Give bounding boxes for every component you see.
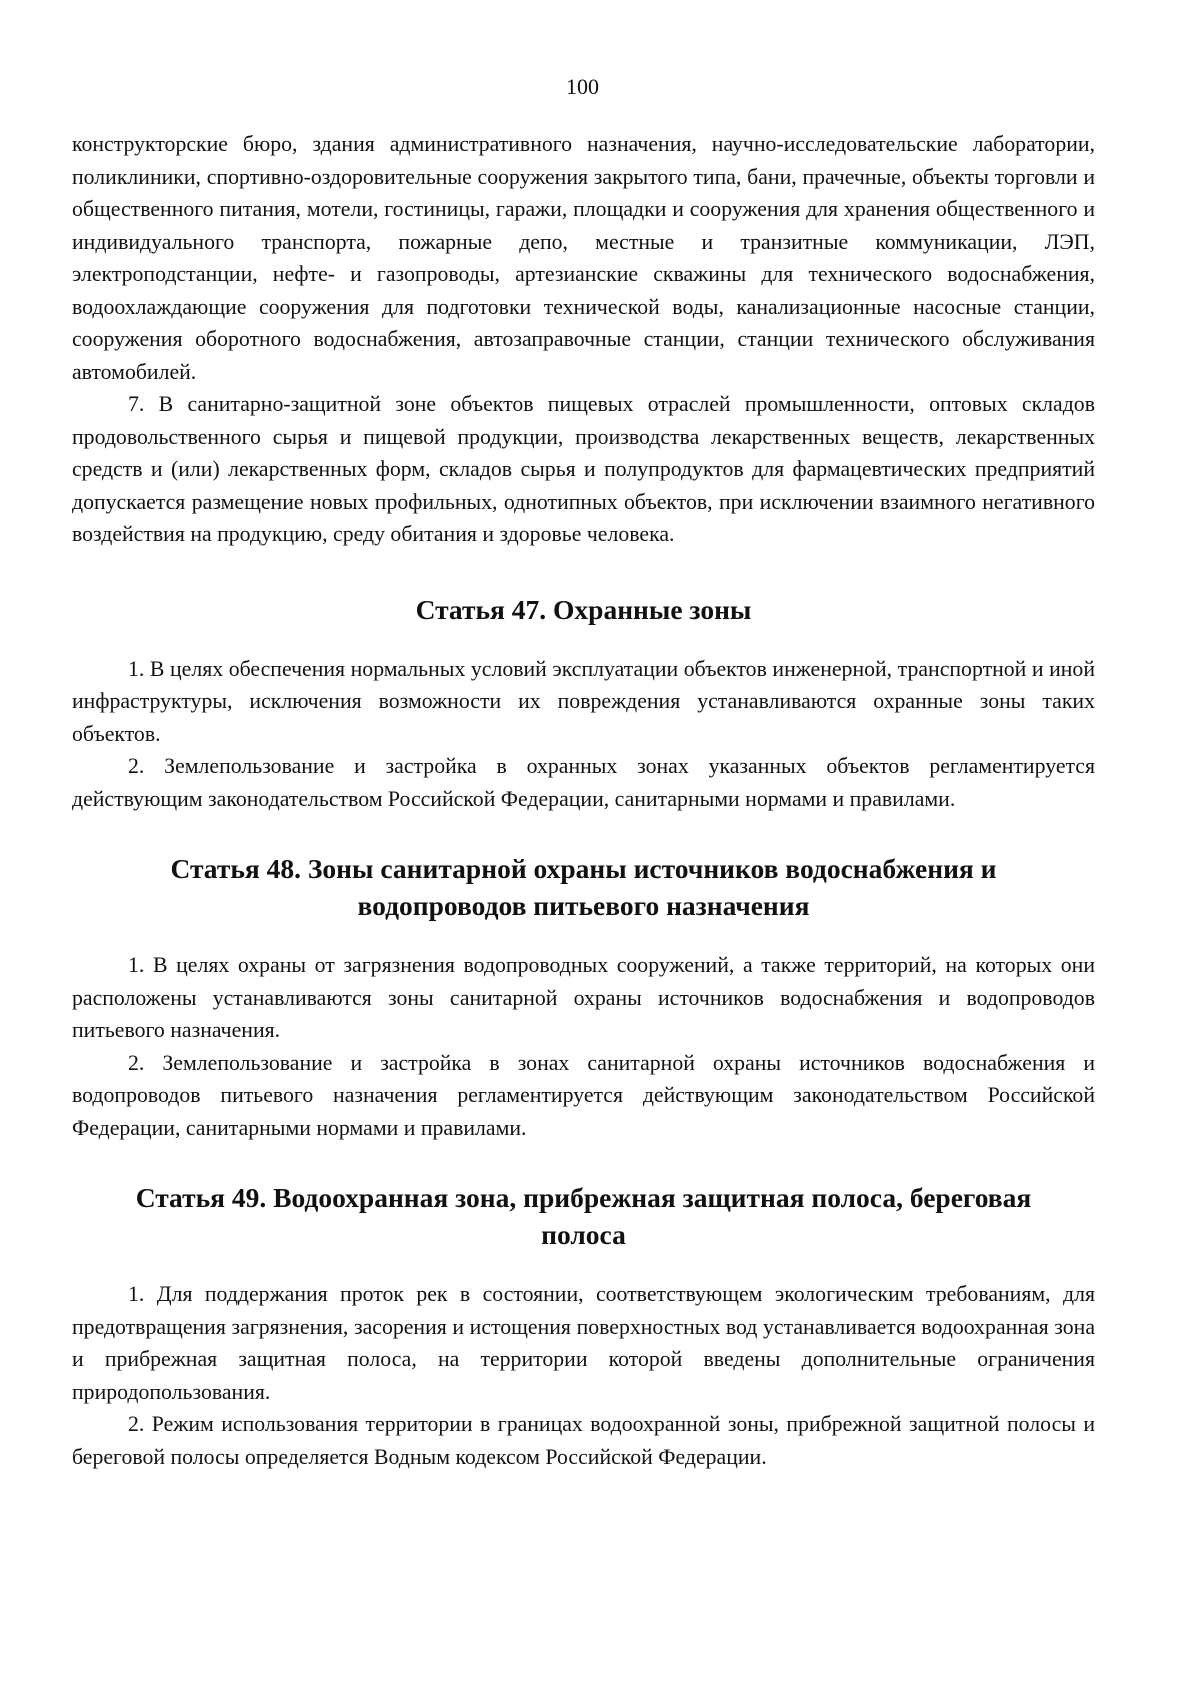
article-48-title-line-2: водопроводов питьевого назначения [357, 890, 810, 921]
document-body [72, 128, 1095, 1473]
article-49-paragraph-1: 1. Для поддержания проток рек в состоянии, соответствующем экологическим требованиям, для предотвращения загрязнения, засорения и истощения поверхностных вод устанавливается водоохранная зона и прибрежная защитная полоса, на территории которой введены дополнительные ограничения природопользования. [72, 1282, 1095, 1404]
article-48-title [72, 850, 1095, 924]
article-49-title-line-1: Статья 49. Водоохранная зона, прибрежная защитная полоса, береговая [135, 1182, 1032, 1213]
intro-paragraph: конструкторские бюро, здания административного назначения, научно-исследовательские лаборатории, поликлиники, спортивно-оздоровительные сооружения закрытого типа, бани, прачечные, объекты торговли и общественного питания, мотели, гостиницы, гаражи, площадки и сооружения для хранения общественного и индивидуального транспорта, пожарные депо, местные и транзитные коммуникации, ЛЭП, электроподстанции, нефте- и газопроводы, артезианские скважины для технического водоснабжения, водоохлаждающие сооружения для подготовки технической воды, канализационные насосные станции, сооружения оборотного водоснабжения, автозаправочные станции, станции технического обслуживания автомобилей. [72, 132, 1095, 384]
article-48-paragraph-2: 2. Землепользование и застройка в зонах санитарной охраны источников водоснабжения и водопроводов питьевого назначения регламентируется действующим законодательством Российской Федерации, санитарными нормами и правилами. [72, 1050, 1095, 1140]
item-7-paragraph: 7. В санитарно-защитной зоне объектов пищевых отраслей промышленности, оптовых складов продовольственного сырья и пищевой продукции, производства лекарственных веществ, лекарственных средств и (или) лекарственных форм, складов сырья и полупродуктов для фармацевтических предприятий допускается размещение новых профильных, однотипных объектов, при исключении взаимного негативного воздействия на продукцию, среду обитания и здоровье человека. [72, 392, 1095, 546]
article-49-paragraph-2: 2. Режим использования территории в границах водоохранной зоны, прибрежной защитной полосы и береговой полосы определяется Водным кодексом Российской Федерации. [72, 1412, 1095, 1469]
article-48-title-line-1: Статья 48. Зоны санитарной охраны источников водоснабжения и [170, 853, 997, 884]
article-47-paragraph-1: 1. В целях обеспечения нормальных условий эксплуатации объектов инженерной, транспортной и иной инфраструктуры, исключения возможности их повреждения устанавливаются охранные зоны таких объектов. [72, 656, 1095, 746]
article-49-title [72, 1179, 1095, 1253]
article-47-paragraph-2: 2. Землепользование и застройка в охранных зонах указанных объектов регламентируется действующим законодательством Российской Федерации, санитарными нормами и правилами. [72, 754, 1095, 811]
page-number: 100 [566, 74, 599, 99]
article-47-title: Статья 47. Охранные зоны [415, 593, 752, 625]
article-48-paragraph-1: 1. В целях охраны от загрязнения водопроводных сооружений, а также территорий, на которых они расположены устанавливаются зоны санитарной охраны источников водоснабжения и водопроводов питьевого назначения. [72, 953, 1095, 1042]
article-49-title-line-2: полоса [541, 1219, 626, 1250]
